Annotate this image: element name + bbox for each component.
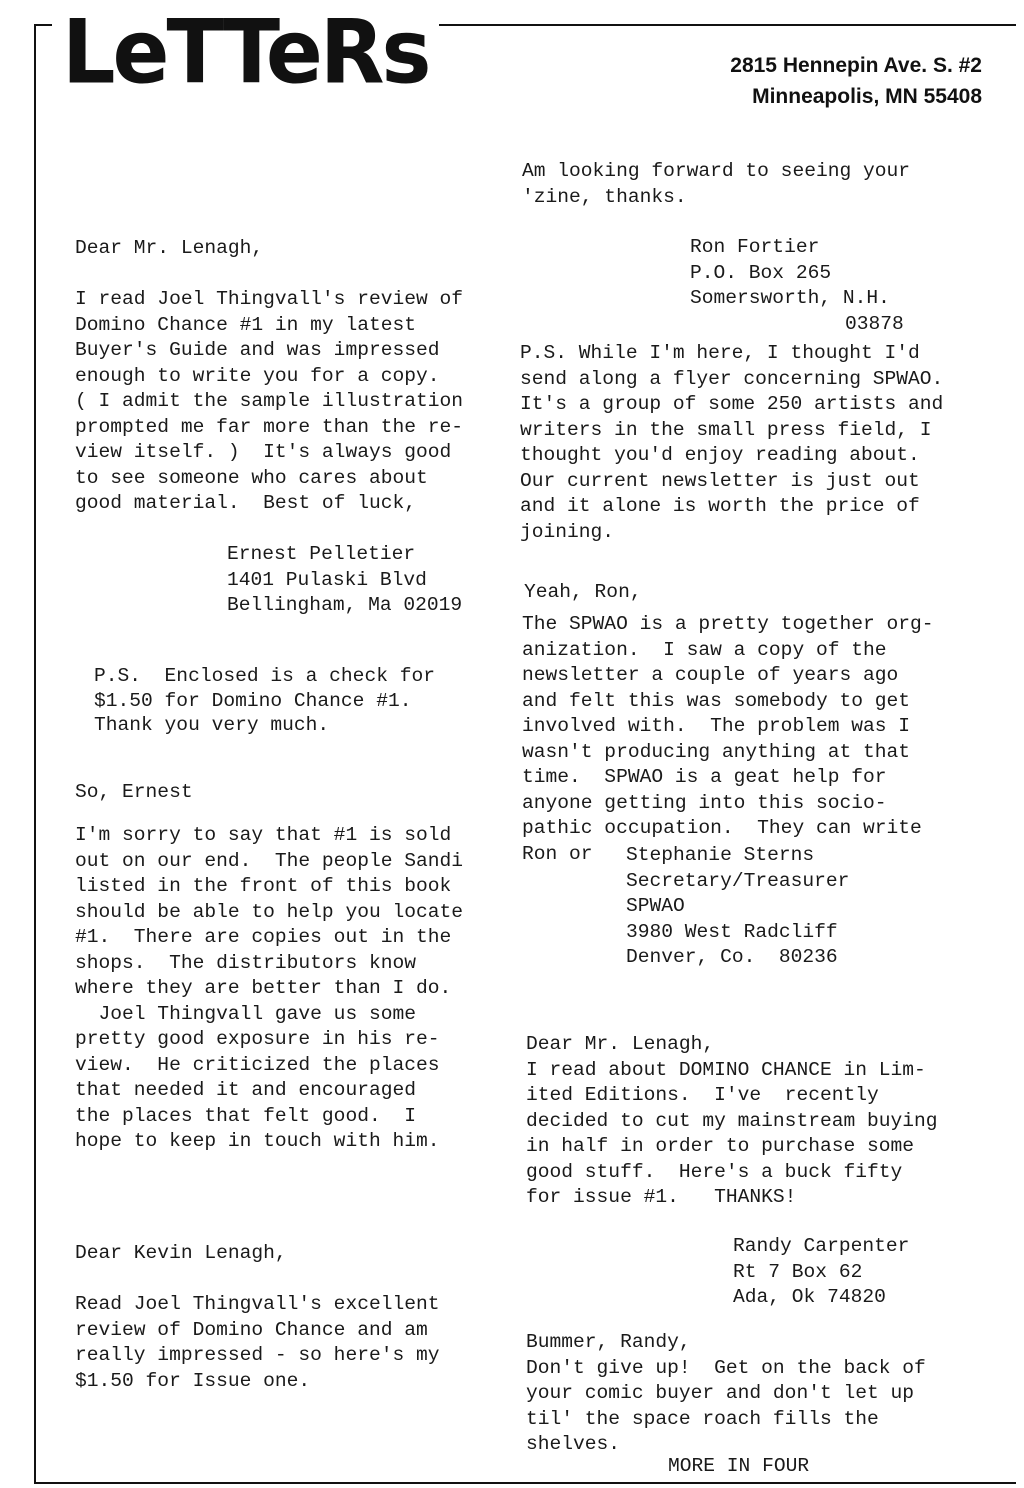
letter2-salutation: Dear Kevin Lenagh, (75, 1242, 287, 1264)
letter1-salutation: Dear Mr. Lenagh, (75, 237, 264, 259)
letter1-body: I read Joel Thingvall's review of Domino Chance #1 in my latest Buyer's Guide and was impressed enough to write you for a copy. ( I admit the sample illustration prompted me far more than the re- view itself. ) It's always good to see someone who cares about good material. Best of luck, (75, 288, 464, 514)
reply1-body: I'm sorry to say that #1 is sold out on our end. The people Sandi listed in the front of this book should be able to help you locate #1. There are copies out in the shops. The distributors know where they are better than I do. Joel Thingvall gave us some pretty good exposure in his re- view. He criticized the places that needed it and encouraged the places that felt good. I hope to keep in touch with him. (75, 824, 464, 1152)
letter1-ps: P.S. Enclosed is a check for $1.50 for Domino Chance #1. Thank you very much. (94, 665, 435, 736)
letter3-body: Dear Mr. Lenagh, I read about DOMINO CHANCE in Lim- ited Editions. I've recently decided to cut my mainstream buying in half in order to purchase some good stuff. Here's a buck fifty for issue #1. THANKS! (526, 1033, 938, 1208)
address-line-2: Minneapolis, MN 55408 (752, 85, 982, 108)
letter2-ps: P.S. While I'm here, I thought I'd send along a flyer concerning SPWAO. It's a group of some 250 artists and writers in the small press field, I thought you'd enjoy reading about. Our current newsletter is just out and it alone is worth the price of joining. (520, 342, 944, 543)
reply2-contact-address: Stephanie Sterns Secretary/Treasurer SPWAO 3980 West Radcliff Denver, Co. 80236 (626, 844, 850, 968)
reply2-salutation: Yeah, Ron, (524, 581, 642, 603)
letter3-signature: Randy Carpenter Rt 7 Box 62 Ada, Ok 74820 (733, 1235, 910, 1308)
letter2-closing: Am looking forward to seeing your 'zine, thanks. (522, 160, 911, 208)
reply3-body: Bummer, Randy, Don't give up! Get on the back of your comic buyer and don't let up til' the space roach fills the shelves. (526, 1331, 926, 1455)
letter2-zip: 03878 (845, 313, 904, 335)
letters-logo: LeTTeRs (52, 8, 439, 96)
letter1-signature: Ernest Pelletier 1401 Pulaski Blvd Bellingham, Ma 02019 (227, 543, 463, 616)
reply1-salutation: So, Ernest (75, 781, 193, 803)
letter2-body: Read Joel Thingvall's excellent review of Domino Chance and am really impressed - so here's my $1.50 for Issue one. (75, 1293, 440, 1392)
continued-footer: MORE IN FOUR (668, 1455, 810, 1477)
letter2-signature: Ron Fortier P.O. Box 265 Somersworth, N.H. (690, 236, 890, 309)
address-line-1: 2815 Hennepin Ave. S. #2 (730, 54, 982, 77)
reply2-body: The SPWAO is a pretty together org- anization. I saw a copy of the newsletter a couple of years ago and felt this was somebody to get involved with. The problem was I wasn't producing anything at that time. SPWAO is a geat help for anyone getting into this socio- pathic occupation. They can write Ron or (522, 613, 934, 865)
mailing-address (730, 50, 982, 112)
